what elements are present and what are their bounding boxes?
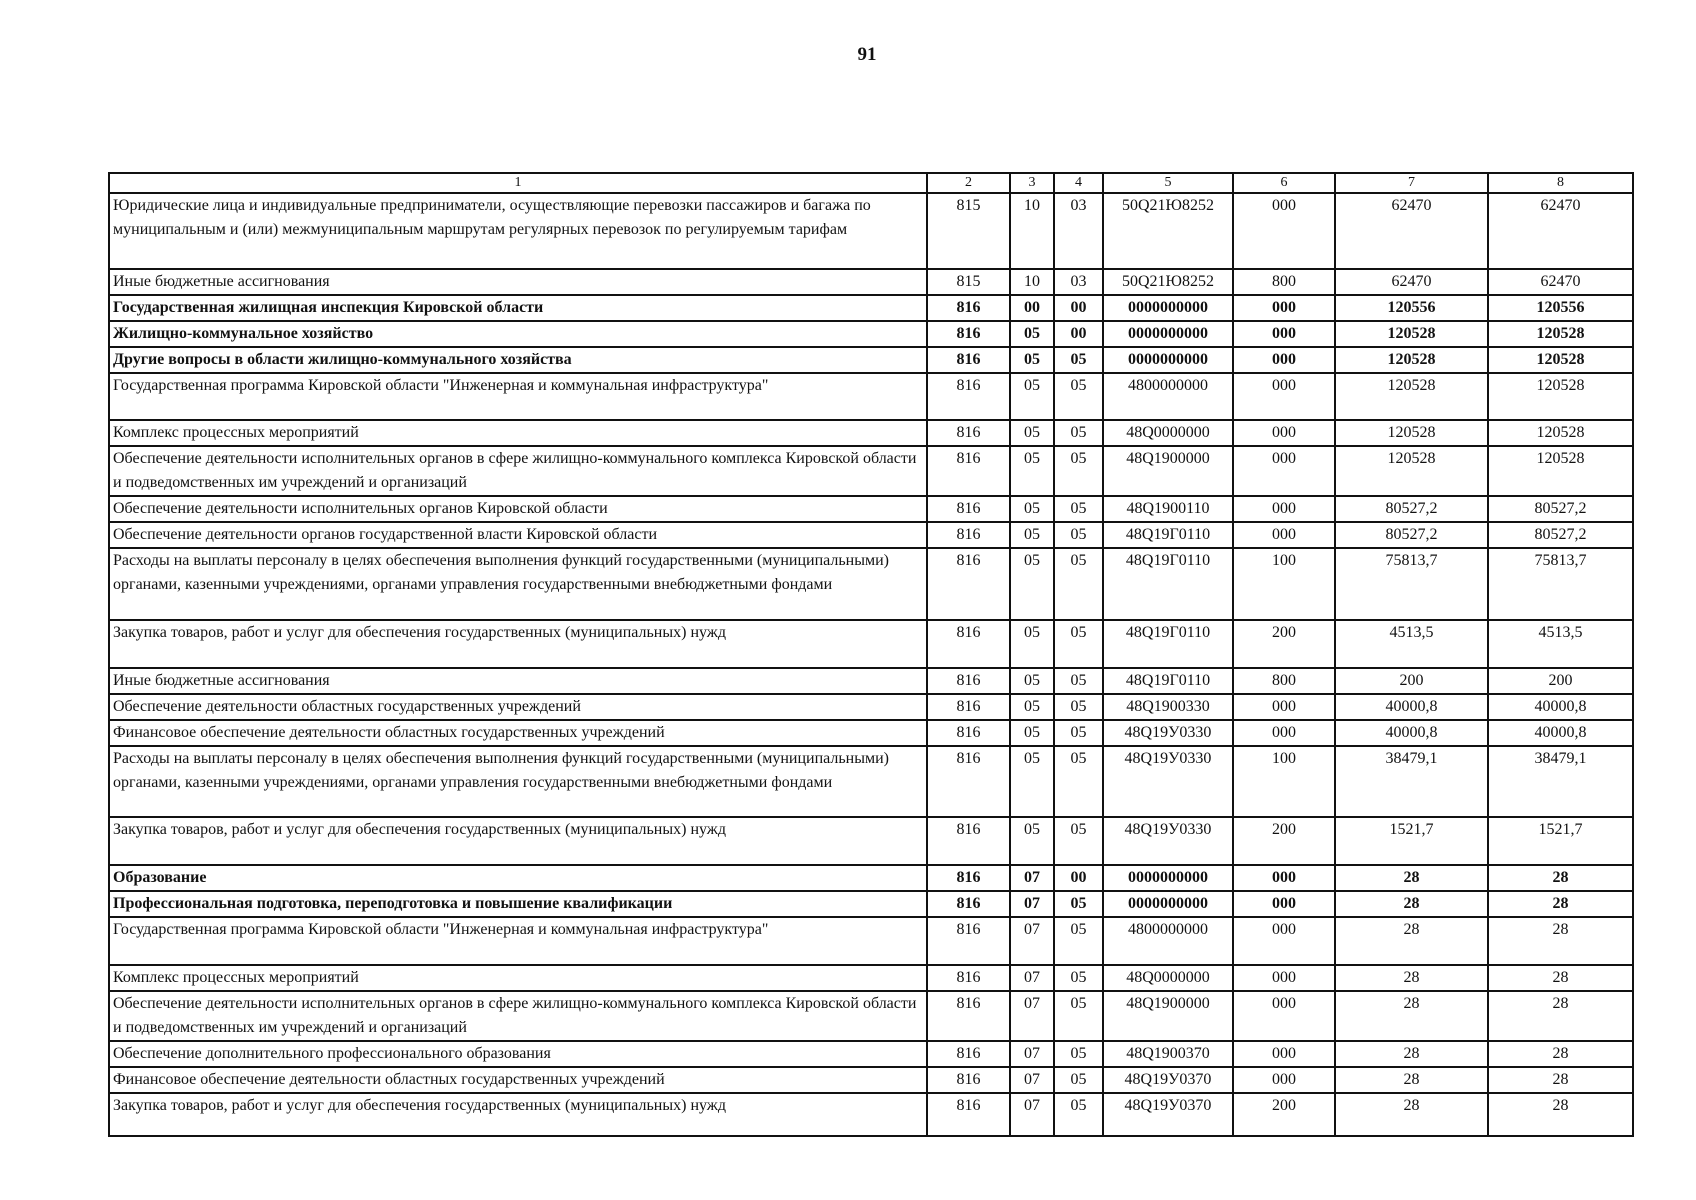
table-row [109, 420, 1633, 446]
amount-cell-8: 28 [1488, 1067, 1633, 1093]
section-cell: 05 [1010, 548, 1054, 620]
amount-cell-8: 120528 [1488, 321, 1633, 347]
section-cell: 07 [1010, 965, 1054, 991]
amount-cell-7: 28 [1335, 1093, 1488, 1136]
row-label: Юридические лица и индивидуальные предприниматели, осуществляющие перевозки пассажиров и багажа по муниципальным и (или) межмуниципальным маршрутам регулярных перевозок по регулируемым тарифам [109, 193, 927, 269]
amount-cell-8: 28 [1488, 1093, 1633, 1136]
expense-type-cell: 000 [1233, 965, 1335, 991]
amount-cell-8: 75813,7 [1488, 548, 1633, 620]
header-cell-4: 4 [1054, 173, 1103, 193]
target-article-cell: 50Q21Ю8252 [1103, 269, 1233, 295]
amount-cell-7: 28 [1335, 1041, 1488, 1067]
target-article-cell: 48Q1900370 [1103, 1041, 1233, 1067]
section-cell: 10 [1010, 269, 1054, 295]
code-admin-cell: 816 [927, 817, 1010, 865]
code-admin-cell: 816 [927, 1067, 1010, 1093]
amount-cell-7: 28 [1335, 991, 1488, 1041]
amount-cell-8: 28 [1488, 991, 1633, 1041]
table-row [109, 865, 1633, 891]
amount-cell-7: 80527,2 [1335, 496, 1488, 522]
expense-type-cell: 200 [1233, 620, 1335, 668]
amount-cell-7: 200 [1335, 668, 1488, 694]
table-row [109, 1041, 1633, 1067]
subsection-cell: 00 [1054, 321, 1103, 347]
amount-cell-8: 80527,2 [1488, 496, 1633, 522]
code-admin-cell: 816 [927, 548, 1010, 620]
code-admin-cell: 816 [927, 694, 1010, 720]
section-cell: 05 [1010, 720, 1054, 746]
expense-type-cell: 200 [1233, 1093, 1335, 1136]
subsection-cell: 05 [1054, 373, 1103, 420]
amount-cell-7: 28 [1335, 865, 1488, 891]
table-row [109, 347, 1633, 373]
header-cell-5: 5 [1103, 173, 1233, 193]
expense-type-cell: 100 [1233, 548, 1335, 620]
table-row [109, 548, 1633, 620]
amount-cell-8: 120528 [1488, 373, 1633, 420]
row-label: Обеспечение дополнительного профессионального образования [109, 1041, 927, 1067]
section-cell: 07 [1010, 1041, 1054, 1067]
table-row [109, 668, 1633, 694]
target-article-cell: 48Q1900000 [1103, 446, 1233, 496]
expense-type-cell: 000 [1233, 1041, 1335, 1067]
code-admin-cell: 816 [927, 991, 1010, 1041]
row-label: Закупка товаров, работ и услуг для обеспечения государственных (муниципальных) нужд [109, 620, 927, 668]
subsection-cell: 05 [1054, 548, 1103, 620]
header-cell-6: 6 [1233, 173, 1335, 193]
subsection-cell: 05 [1054, 891, 1103, 917]
row-label: Иные бюджетные ассигнования [109, 668, 927, 694]
amount-cell-7: 38479,1 [1335, 746, 1488, 817]
amount-cell-8: 38479,1 [1488, 746, 1633, 817]
section-cell: 05 [1010, 496, 1054, 522]
amount-cell-8: 28 [1488, 965, 1633, 991]
target-article-cell: 48Q19У0370 [1103, 1093, 1233, 1136]
expense-type-cell: 000 [1233, 193, 1335, 269]
subsection-cell: 05 [1054, 694, 1103, 720]
code-admin-cell: 816 [927, 295, 1010, 321]
expense-type-cell: 000 [1233, 347, 1335, 373]
amount-cell-7: 28 [1335, 891, 1488, 917]
section-cell: 05 [1010, 746, 1054, 817]
section-cell: 10 [1010, 193, 1054, 269]
amount-cell-7: 120528 [1335, 420, 1488, 446]
table-row [109, 817, 1633, 865]
subsection-cell: 05 [1054, 496, 1103, 522]
section-cell: 05 [1010, 620, 1054, 668]
row-label: Комплекс процессных мероприятий [109, 420, 927, 446]
section-cell: 05 [1010, 817, 1054, 865]
target-article-cell: 48Q1900110 [1103, 496, 1233, 522]
section-cell: 07 [1010, 891, 1054, 917]
row-label: Иные бюджетные ассигнования [109, 269, 927, 295]
row-label: Финансовое обеспечение деятельности областных государственных учреждений [109, 1067, 927, 1093]
header-cell-8: 8 [1488, 173, 1633, 193]
code-admin-cell: 816 [927, 746, 1010, 817]
amount-cell-7: 1521,7 [1335, 817, 1488, 865]
row-label: Закупка товаров, работ и услуг для обеспечения государственных (муниципальных) нужд [109, 817, 927, 865]
row-label: Комплекс процессных мероприятий [109, 965, 927, 991]
section-cell: 05 [1010, 420, 1054, 446]
target-article-cell: 0000000000 [1103, 321, 1233, 347]
budget-table [108, 172, 1634, 1137]
table-row [109, 295, 1633, 321]
amount-cell-8: 28 [1488, 865, 1633, 891]
target-article-cell: 48Q19Г0110 [1103, 620, 1233, 668]
expense-type-cell: 000 [1233, 446, 1335, 496]
subsection-cell: 05 [1054, 420, 1103, 446]
table-row [109, 321, 1633, 347]
target-article-cell: 50Q21Ю8252 [1103, 193, 1233, 269]
amount-cell-8: 80527,2 [1488, 522, 1633, 548]
expense-type-cell: 000 [1233, 496, 1335, 522]
section-cell: 07 [1010, 1093, 1054, 1136]
code-admin-cell: 816 [927, 865, 1010, 891]
expense-type-cell: 000 [1233, 1067, 1335, 1093]
amount-cell-7: 75813,7 [1335, 548, 1488, 620]
amount-cell-8: 28 [1488, 917, 1633, 965]
amount-cell-8: 62470 [1488, 193, 1633, 269]
amount-cell-7: 80527,2 [1335, 522, 1488, 548]
target-article-cell: 48Q19Г0110 [1103, 668, 1233, 694]
section-cell: 07 [1010, 991, 1054, 1041]
row-label: Обеспечение деятельности областных государственных учреждений [109, 694, 927, 720]
amount-cell-7: 120528 [1335, 321, 1488, 347]
table-row [109, 965, 1633, 991]
code-admin-cell: 816 [927, 321, 1010, 347]
row-label: Образование [109, 865, 927, 891]
amount-cell-8: 62470 [1488, 269, 1633, 295]
amount-cell-8: 120528 [1488, 420, 1633, 446]
table-row [109, 269, 1633, 295]
code-admin-cell: 816 [927, 720, 1010, 746]
subsection-cell: 05 [1054, 347, 1103, 373]
row-label: Государственная программа Кировской области "Инженерная и коммунальная инфраструктура" [109, 917, 927, 965]
header-cell-7: 7 [1335, 173, 1488, 193]
row-label: Расходы на выплаты персоналу в целях обеспечения выполнения функций государственными (муниципальными) органами, казенными учреждениями, органами управления государственными внебюджетными фондами [109, 548, 927, 620]
subsection-cell: 05 [1054, 446, 1103, 496]
page-number: 91 [857, 44, 877, 65]
header-cell-1: 1 [109, 173, 927, 193]
row-label: Обеспечение деятельности исполнительных органов в сфере жилищно-коммунального комплекса Кировской области и подведомственных им учреждений и организаций [109, 446, 927, 496]
expense-type-cell: 000 [1233, 694, 1335, 720]
table-row [109, 522, 1633, 548]
expense-type-cell: 000 [1233, 522, 1335, 548]
amount-cell-7: 40000,8 [1335, 694, 1488, 720]
target-article-cell: 48Q0000000 [1103, 420, 1233, 446]
target-article-cell: 48Q19У0370 [1103, 1067, 1233, 1093]
amount-cell-7: 120528 [1335, 446, 1488, 496]
code-admin-cell: 816 [927, 1041, 1010, 1067]
target-article-cell: 0000000000 [1103, 295, 1233, 321]
amount-cell-7: 40000,8 [1335, 720, 1488, 746]
subsection-cell: 05 [1054, 1093, 1103, 1136]
row-label: Профессиональная подготовка, переподготовка и повышение квалификации [109, 891, 927, 917]
code-admin-cell: 816 [927, 917, 1010, 965]
section-cell: 05 [1010, 446, 1054, 496]
amount-cell-8: 200 [1488, 668, 1633, 694]
table-row [109, 991, 1633, 1041]
code-admin-cell: 816 [927, 522, 1010, 548]
code-admin-cell: 816 [927, 620, 1010, 668]
amount-cell-8: 4513,5 [1488, 620, 1633, 668]
code-admin-cell: 816 [927, 668, 1010, 694]
expense-type-cell: 000 [1233, 991, 1335, 1041]
code-admin-cell: 816 [927, 496, 1010, 522]
expense-type-cell: 000 [1233, 321, 1335, 347]
target-article-cell: 48Q1900000 [1103, 991, 1233, 1041]
subsection-cell: 05 [1054, 817, 1103, 865]
section-cell: 07 [1010, 917, 1054, 965]
table-row [109, 193, 1633, 269]
section-cell: 00 [1010, 295, 1054, 321]
expense-type-cell: 100 [1233, 746, 1335, 817]
table-row [109, 1067, 1633, 1093]
table-row [109, 720, 1633, 746]
header-cell-3: 3 [1010, 173, 1054, 193]
row-label: Финансовое обеспечение деятельности областных государственных учреждений [109, 720, 927, 746]
amount-cell-7: 4513,5 [1335, 620, 1488, 668]
amount-cell-8: 120528 [1488, 446, 1633, 496]
table-row [109, 891, 1633, 917]
subsection-cell: 05 [1054, 522, 1103, 548]
target-article-cell: 0000000000 [1103, 891, 1233, 917]
subsection-cell: 05 [1054, 720, 1103, 746]
section-cell: 05 [1010, 347, 1054, 373]
amount-cell-7: 28 [1335, 1067, 1488, 1093]
amount-cell-8: 28 [1488, 1041, 1633, 1067]
table-row [109, 1093, 1633, 1136]
expense-type-cell: 000 [1233, 720, 1335, 746]
amount-cell-7: 62470 [1335, 193, 1488, 269]
target-article-cell: 48Q19У0330 [1103, 817, 1233, 865]
amount-cell-7: 120528 [1335, 347, 1488, 373]
row-label: Расходы на выплаты персоналу в целях обеспечения выполнения функций государственными (муниципальными) органами, казенными учреждениями, органами управления государственными внебюджетными фондами [109, 746, 927, 817]
header-cell-2: 2 [927, 173, 1010, 193]
section-cell: 05 [1010, 373, 1054, 420]
subsection-cell: 05 [1054, 965, 1103, 991]
table-body [109, 173, 1633, 1136]
subsection-cell: 03 [1054, 269, 1103, 295]
target-article-cell: 4800000000 [1103, 373, 1233, 420]
expense-type-cell: 000 [1233, 373, 1335, 420]
subsection-cell: 05 [1054, 668, 1103, 694]
target-article-cell: 0000000000 [1103, 865, 1233, 891]
amount-cell-8: 120528 [1488, 347, 1633, 373]
amount-cell-7: 62470 [1335, 269, 1488, 295]
code-admin-cell: 816 [927, 1093, 1010, 1136]
code-admin-cell: 816 [927, 420, 1010, 446]
row-label: Обеспечение деятельности исполнительных органов Кировской области [109, 496, 927, 522]
row-label: Закупка товаров, работ и услуг для обеспечения государственных (муниципальных) нужд [109, 1093, 927, 1136]
subsection-cell: 05 [1054, 746, 1103, 817]
amount-cell-8: 40000,8 [1488, 694, 1633, 720]
table-row [109, 373, 1633, 420]
expense-type-cell: 200 [1233, 817, 1335, 865]
expense-type-cell: 800 [1233, 269, 1335, 295]
amount-cell-8: 1521,7 [1488, 817, 1633, 865]
expense-type-cell: 000 [1233, 865, 1335, 891]
header-row [109, 173, 1633, 193]
section-cell: 05 [1010, 522, 1054, 548]
expense-type-cell: 000 [1233, 891, 1335, 917]
code-admin-cell: 815 [927, 193, 1010, 269]
expense-type-cell: 000 [1233, 420, 1335, 446]
target-article-cell: 4800000000 [1103, 917, 1233, 965]
amount-cell-8: 28 [1488, 891, 1633, 917]
subsection-cell: 00 [1054, 865, 1103, 891]
section-cell: 05 [1010, 321, 1054, 347]
subsection-cell: 05 [1054, 917, 1103, 965]
section-cell: 05 [1010, 694, 1054, 720]
expense-type-cell: 000 [1233, 917, 1335, 965]
table-row [109, 746, 1633, 817]
section-cell: 07 [1010, 1067, 1054, 1093]
section-cell: 07 [1010, 865, 1054, 891]
code-admin-cell: 816 [927, 891, 1010, 917]
code-admin-cell: 816 [927, 347, 1010, 373]
target-article-cell: 48Q19Г0110 [1103, 548, 1233, 620]
target-article-cell: 48Q1900330 [1103, 694, 1233, 720]
amount-cell-7: 28 [1335, 965, 1488, 991]
subsection-cell: 00 [1054, 295, 1103, 321]
target-article-cell: 48Q0000000 [1103, 965, 1233, 991]
table-row [109, 446, 1633, 496]
row-label: Обеспечение деятельности исполнительных органов в сфере жилищно-коммунального комплекса Кировской области и подведомственных им учреждений и организаций [109, 991, 927, 1041]
amount-cell-7: 28 [1335, 917, 1488, 965]
code-admin-cell: 816 [927, 446, 1010, 496]
expense-type-cell: 000 [1233, 295, 1335, 321]
row-label: Государственная жилищная инспекция Кировской области [109, 295, 927, 321]
subsection-cell: 05 [1054, 620, 1103, 668]
table-row [109, 620, 1633, 668]
expense-type-cell: 800 [1233, 668, 1335, 694]
amount-cell-8: 120556 [1488, 295, 1633, 321]
section-cell: 05 [1010, 668, 1054, 694]
subsection-cell: 03 [1054, 193, 1103, 269]
table-row [109, 917, 1633, 965]
row-label: Другие вопросы в области жилищно-коммунального хозяйства [109, 347, 927, 373]
code-admin-cell: 816 [927, 965, 1010, 991]
code-admin-cell: 816 [927, 373, 1010, 420]
target-article-cell: 0000000000 [1103, 347, 1233, 373]
table-row [109, 496, 1633, 522]
subsection-cell: 05 [1054, 1067, 1103, 1093]
row-label: Жилищно-коммунальное хозяйство [109, 321, 927, 347]
target-article-cell: 48Q19Г0110 [1103, 522, 1233, 548]
target-article-cell: 48Q19У0330 [1103, 720, 1233, 746]
code-admin-cell: 815 [927, 269, 1010, 295]
amount-cell-8: 40000,8 [1488, 720, 1633, 746]
table-row [109, 694, 1633, 720]
amount-cell-7: 120556 [1335, 295, 1488, 321]
row-label: Государственная программа Кировской области "Инженерная и коммунальная инфраструктура" [109, 373, 927, 420]
target-article-cell: 48Q19У0330 [1103, 746, 1233, 817]
subsection-cell: 05 [1054, 991, 1103, 1041]
row-label: Обеспечение деятельности органов государственной власти Кировской области [109, 522, 927, 548]
amount-cell-7: 120528 [1335, 373, 1488, 420]
subsection-cell: 05 [1054, 1041, 1103, 1067]
